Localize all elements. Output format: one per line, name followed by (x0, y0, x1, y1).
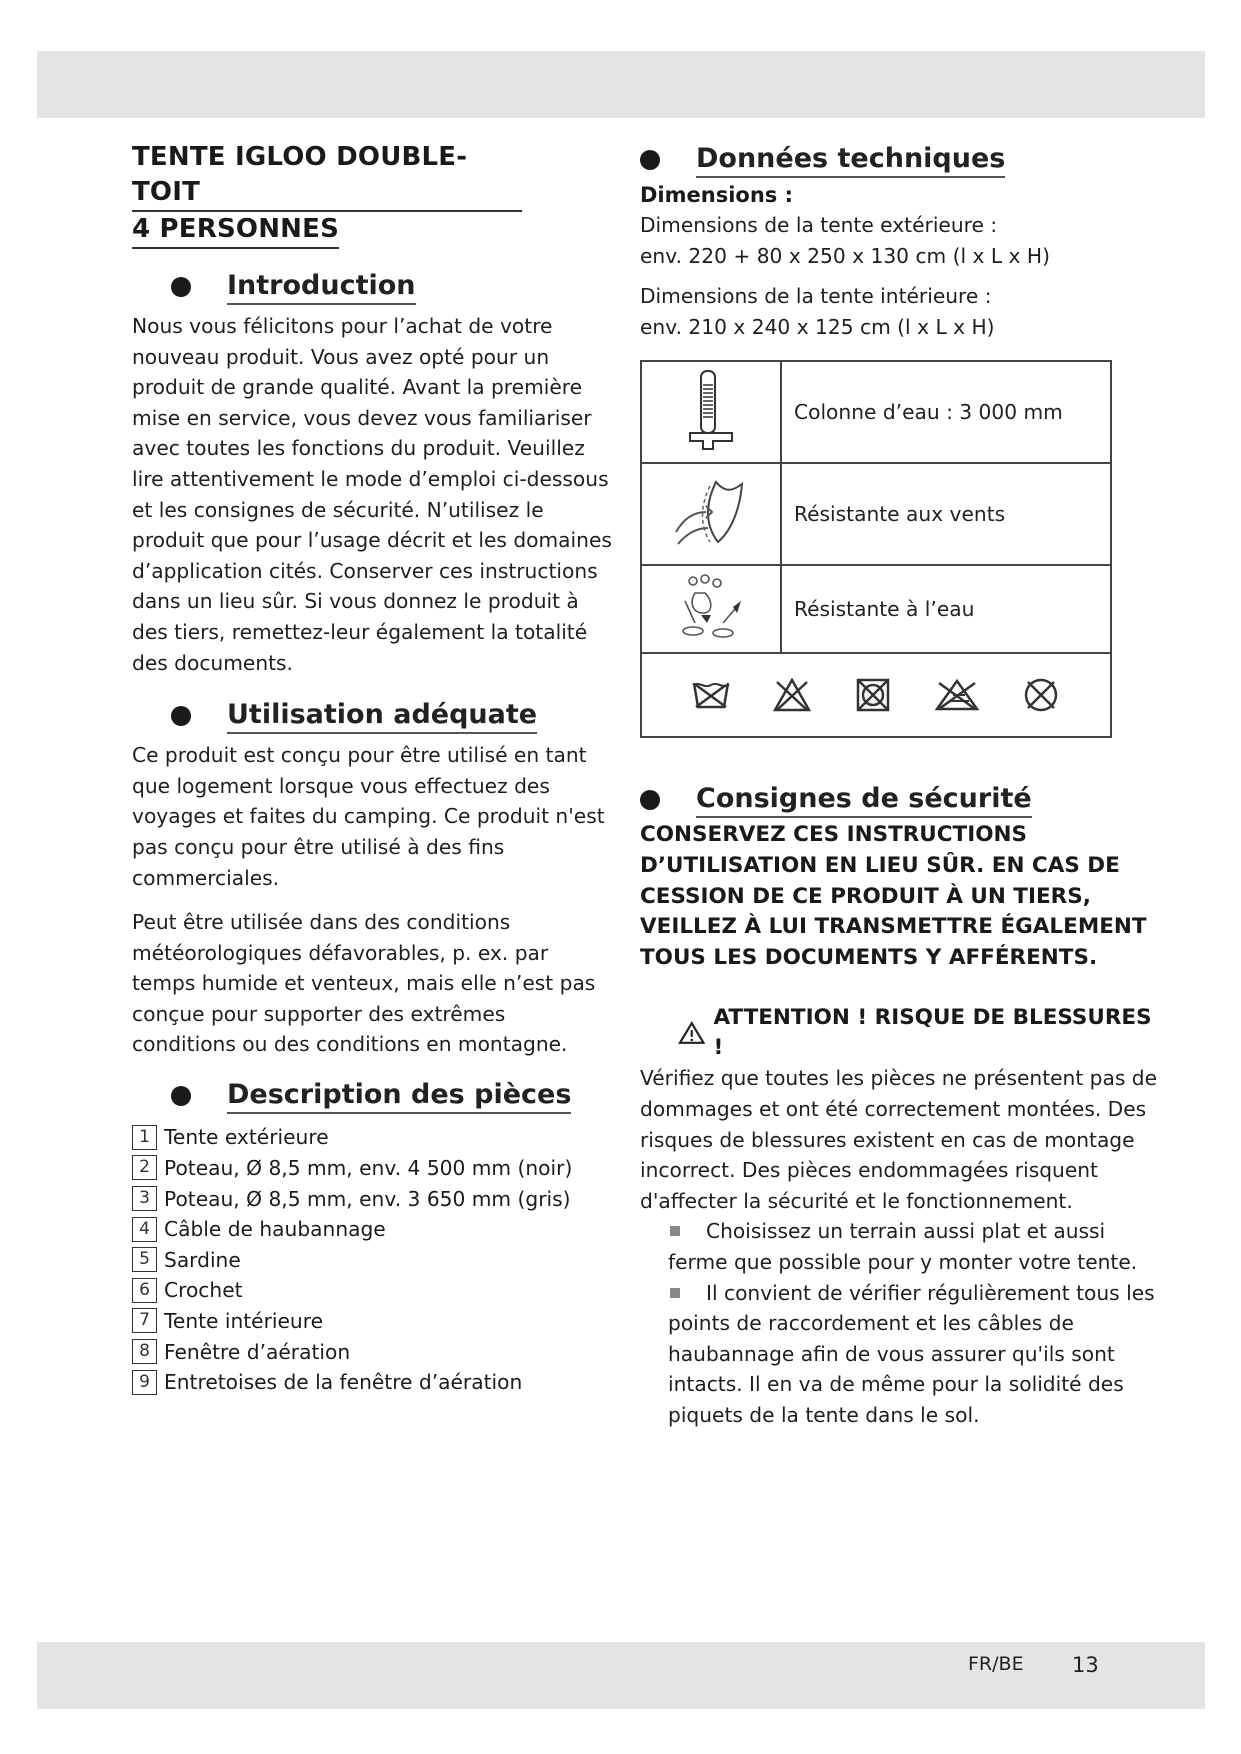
part-label: Poteau, Ø 8,5 mm, env. 3 650 mm (gris) (164, 1186, 571, 1211)
part-label: Tente extérieure (164, 1125, 329, 1150)
spec-text-cell (781, 361, 1111, 463)
page-number: 13 (1072, 1653, 1099, 1677)
part-label: Sardine (164, 1247, 241, 1272)
do-not-wash-icon (692, 679, 730, 711)
bullet-dot-icon (640, 150, 660, 170)
table-row (641, 463, 1111, 565)
part-label: Câble de haubannage (164, 1217, 386, 1242)
table-row (641, 565, 1111, 653)
section-heading-technical (604, 140, 1160, 180)
bullet-dot-icon (171, 277, 191, 297)
spec-text: Colonne d’eau : 3 000 mm (794, 400, 1063, 425)
list-item (132, 1367, 612, 1398)
heading-text: Description des pièces (227, 1078, 571, 1114)
part-number: 4 (132, 1217, 157, 1242)
attention-text: Vérifiez que toutes les pièces ne présentent pas de dommages et ont été correctement montées. Des risques de blessures existent en cas de montage incorrect. Des pièces endommagées risquent d'affecter la sécurité et le fonctionnement. (640, 1066, 1158, 1213)
bullet-dot-icon (171, 1086, 191, 1106)
part-label: Tente intérieure (164, 1308, 324, 1333)
section-heading-usage (132, 696, 612, 736)
footer-band (37, 1642, 1205, 1709)
do-not-chlorine-bleach-icon (935, 679, 979, 711)
part-number: 1 (132, 1125, 157, 1150)
spec-text: Résistante aux vents (794, 502, 1006, 527)
spec-icon-cell (641, 361, 781, 463)
spec-icon-cell (641, 463, 781, 565)
list-item (670, 1278, 1160, 1431)
left-column (132, 140, 612, 1397)
list-item (132, 1122, 612, 1153)
outer-dimensions-label: Dimensions de la tente extérieure : (640, 213, 998, 237)
list-item (132, 1153, 612, 1184)
part-number: 3 (132, 1186, 157, 1211)
part-label: Crochet (164, 1278, 243, 1303)
heading-text: Utilisation adéquate (227, 698, 537, 734)
do-not-tumble-dry-icon (855, 677, 891, 713)
list-item (132, 1214, 612, 1245)
care-symbols (642, 654, 1110, 736)
dimensions-label: Dimensions : (640, 183, 793, 207)
heading-text: Consignes de sécurité (696, 782, 1032, 818)
bullet-text: Il convient de vérifier régulièrement tous les points de raccordement et les câbles de haubannage afin de vous assurer qu'ils sont intacts. Il en va de même pour la solidité des piquets de la tente dans le sol. (668, 1280, 1155, 1427)
list-item (132, 1275, 612, 1306)
part-label: Entretoises de la fenêtre d’aération (164, 1370, 523, 1395)
usage-text-1: Ce produit est conçu pour être utilisé en tant que logement lorsque vous effectuez des voyages et faites du camping. Ce produit n'est pas conçu pour être utilisé à des fins commerciales. (132, 743, 605, 890)
spec-text-cell (781, 565, 1111, 653)
safety-caps-text: CONSERVEZ CES INSTRUCTIONS D’UTILISATION EN LIEU SÛR. EN CAS DE CESSION DE CE PRODUIT À UN TIERS, VEILLEZ À LUI TRANSMETTRE ÉGALEMENT TOUS LES DOCUMENTS Y AFFÉRENTS. (640, 822, 1147, 970)
list-item (670, 1216, 1160, 1277)
list-item (132, 1336, 612, 1367)
part-label: Fenêtre d’aération (164, 1339, 351, 1364)
header-band (37, 51, 1205, 118)
introduction-text: Nous vous félicitons pour l’achat de votre nouveau produit. Vous avez opté pour un produit de grande qualité. Avant la première mise en service, vous devez vous familiariser avec toutes les fonctions du produit. Veuillez lire attentivement le mode d’emploi ci-dessous et les consignes de sécurité. N’utilisez le produit que pour l’usage décrit et les domaines d’application cités. Conserver ces instructions dans un lieu sûr. Si vous donnez le produit à des tiers, remettez-leur également la totalité des documents. (132, 314, 612, 675)
parts-list (132, 1122, 612, 1397)
part-number: 8 (132, 1339, 157, 1364)
part-number: 7 (132, 1308, 157, 1333)
spec-text-cell (781, 463, 1111, 565)
attention-heading (678, 1003, 1160, 1063)
water-resistant-icon (671, 571, 751, 643)
part-label: Poteau, Ø 8,5 mm, env. 4 500 mm (noir) (164, 1155, 573, 1180)
warning-triangle-icon (678, 1021, 705, 1045)
do-not-bleach-icon (773, 678, 811, 712)
outer-dimensions-value: env. 220 + 80 x 250 x 130 cm (l x L x H) (640, 243, 1050, 268)
section-heading-safety (604, 780, 1160, 820)
table-row (641, 361, 1111, 463)
inner-dimensions-label: Dimensions de la tente intérieure : (640, 284, 992, 309)
page-title (132, 140, 522, 249)
section-heading-parts (132, 1076, 612, 1116)
spec-table (640, 360, 1112, 738)
heading-text: Données techniques (696, 142, 1005, 178)
wind-resistant-icon (666, 472, 756, 552)
list-item (132, 1244, 612, 1275)
bullet-dot-icon (640, 790, 660, 810)
spec-icon-cell (641, 565, 781, 653)
bullet-text: Choisissez un terrain aussi plat et aussi ferme que possible pour y monter votre tente. (668, 1219, 1138, 1274)
bullet-dot-icon (171, 706, 191, 726)
attention-title: ATTENTION ! RISQUE DE BLESSURES ! (713, 1005, 1152, 1061)
inner-dimensions-value: env. 210 x 240 x 125 cm (l x L x H) (640, 314, 995, 339)
section-heading-introduction (132, 267, 612, 307)
part-number: 5 (132, 1247, 157, 1272)
title-line-2: 4 PERSONNES (132, 212, 339, 249)
water-column-icon (686, 367, 736, 453)
part-number: 9 (132, 1370, 157, 1395)
part-number: 2 (132, 1155, 157, 1180)
part-number: 6 (132, 1278, 157, 1303)
spec-text: Résistante à l’eau (794, 597, 975, 622)
usage-text-2: Peut être utilisée dans des conditions météorologiques défavorables, p. ex. par temps humide et venteux, mais elle n’est pas conçue pour supporter des extrêmes conditions ou des conditions en montagne. (132, 910, 596, 1057)
heading-text: Introduction (227, 269, 416, 305)
list-item (132, 1306, 612, 1337)
table-row (641, 653, 1111, 737)
care-symbols-cell (641, 653, 1111, 737)
list-item (132, 1183, 612, 1214)
right-column (640, 140, 1160, 1430)
do-not-dry-clean-icon (1022, 676, 1060, 714)
footer-language: FR/BE (968, 1653, 1024, 1675)
title-line-1: TENTE IGLOO DOUBLE-TOIT (132, 140, 522, 212)
